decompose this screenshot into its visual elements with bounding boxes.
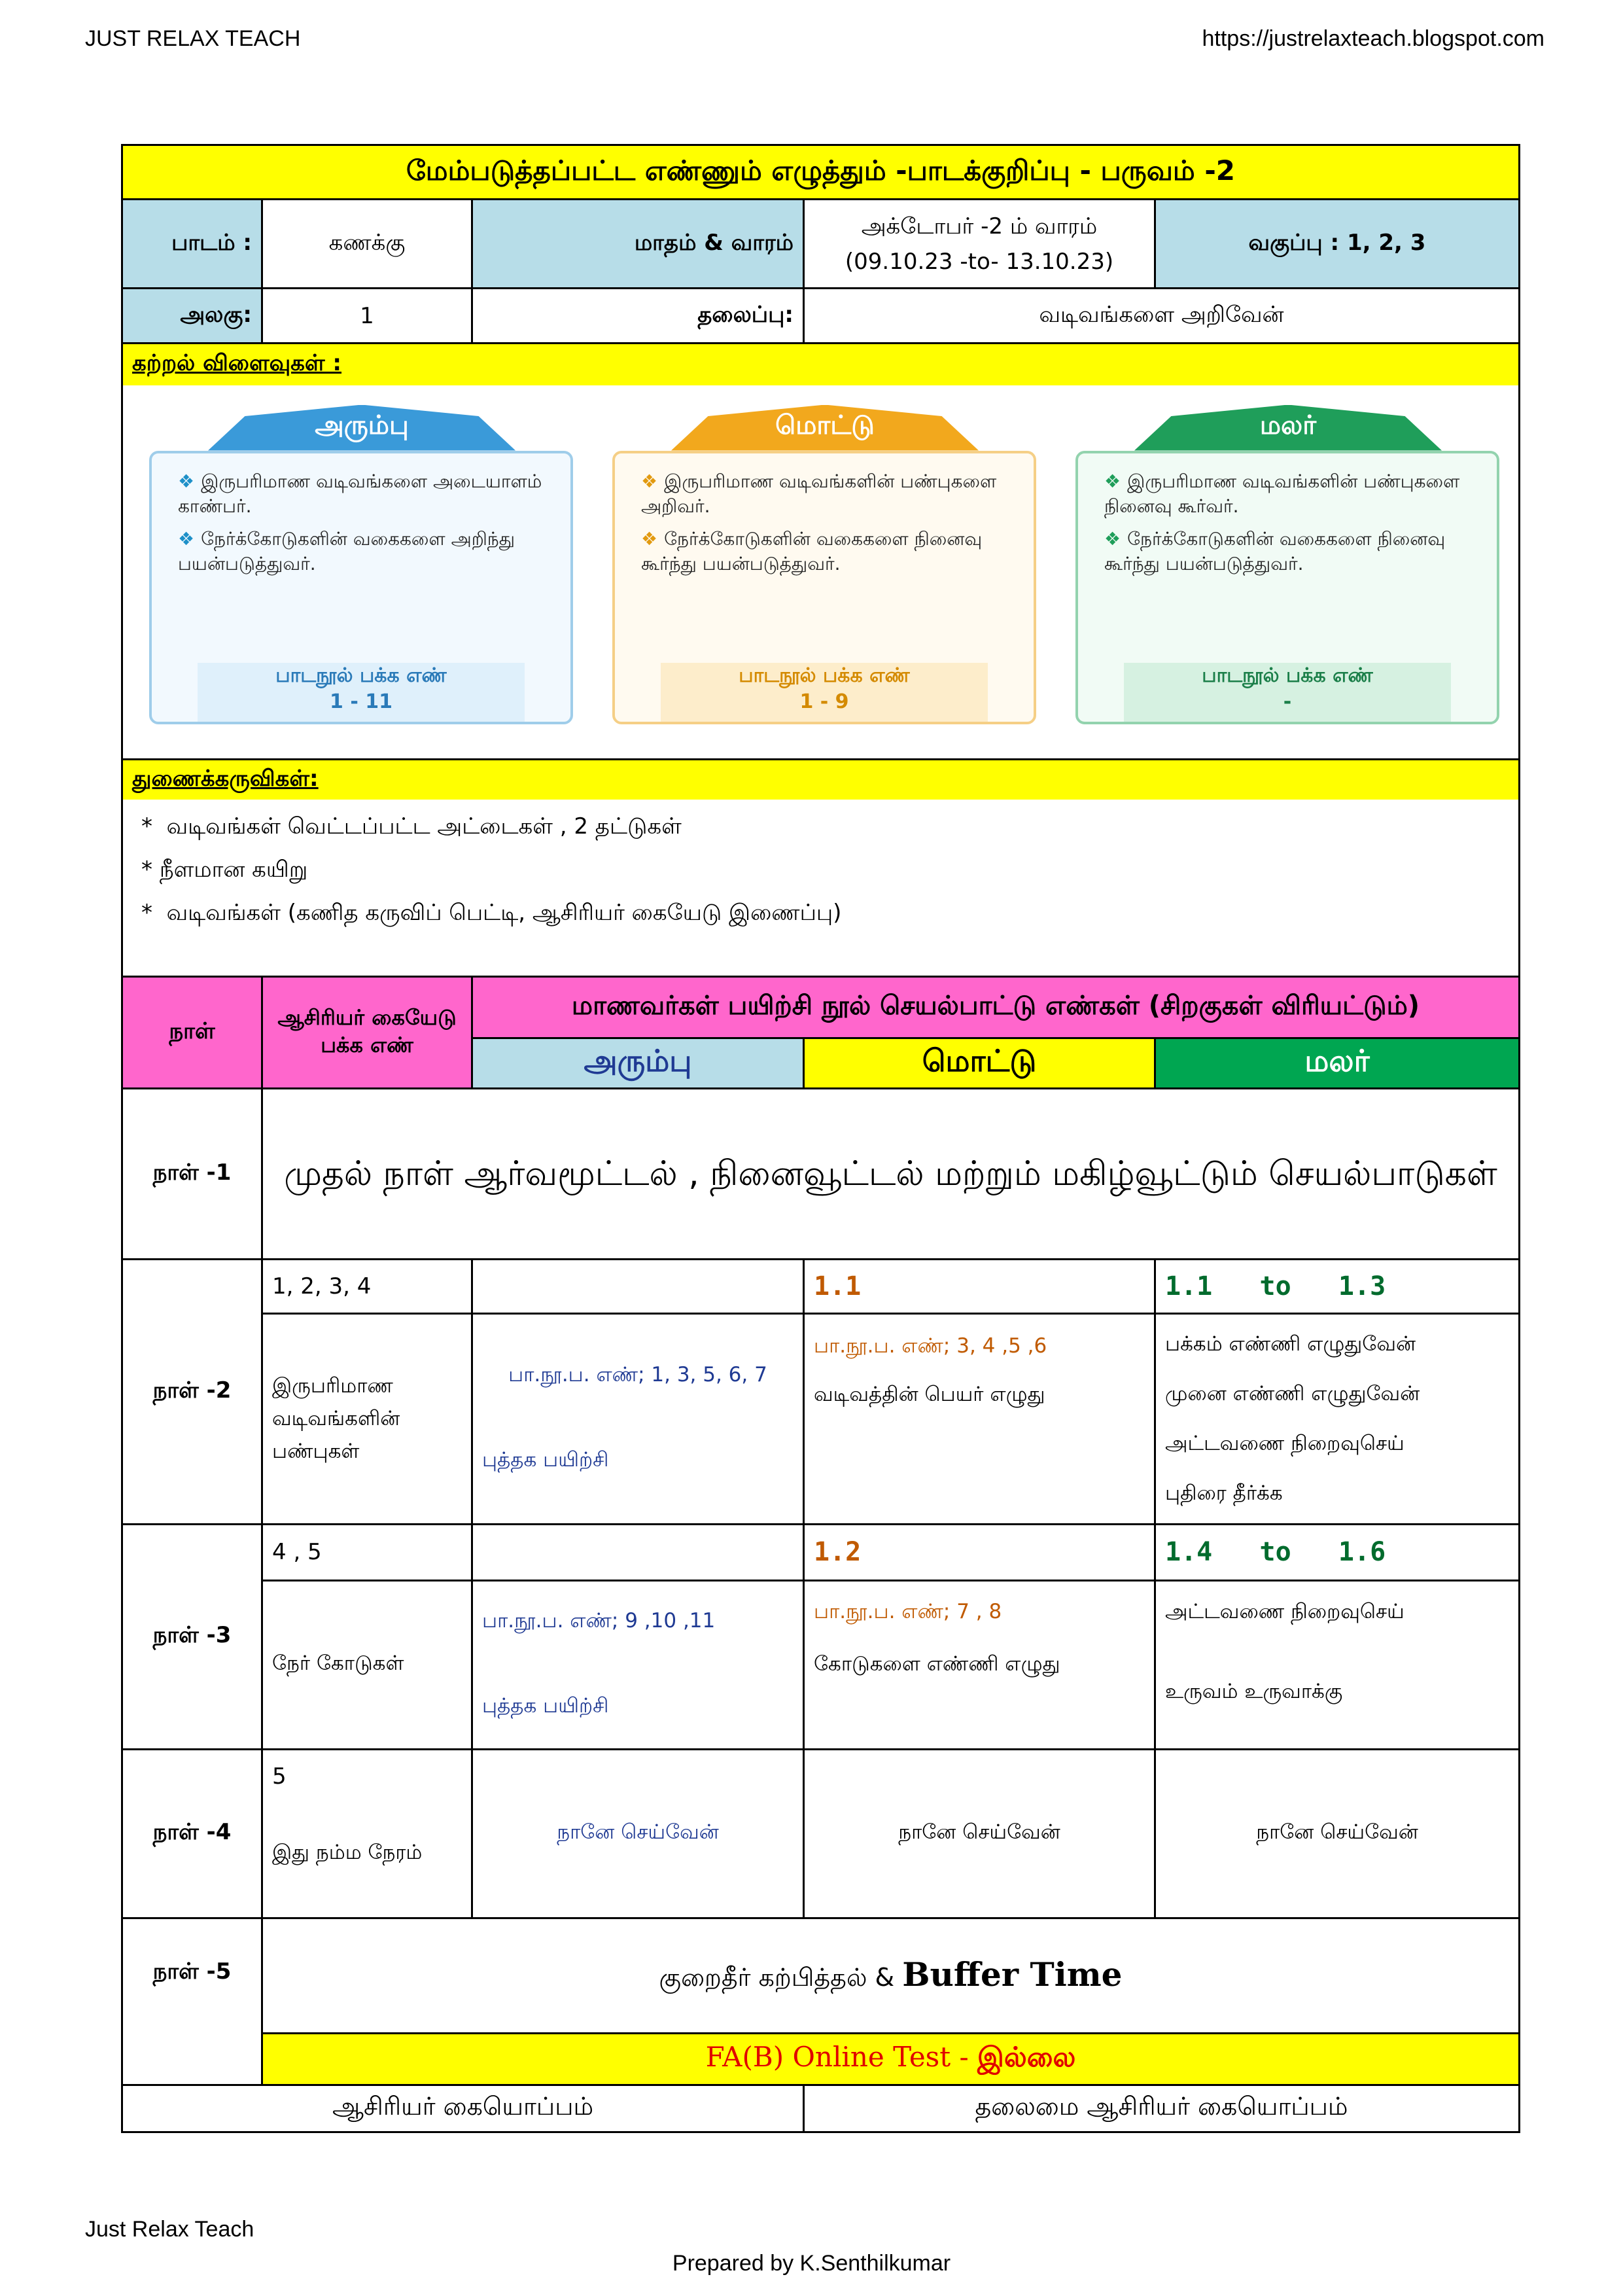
arumbu-note: புத்தக பயிற்சி (482, 1448, 609, 1472)
class-value: வகுப்பு : 1, 2, 3 (1155, 200, 1520, 289)
diamond-bullet-icon: ❖ (641, 527, 658, 550)
diamond-bullet-icon: ❖ (178, 470, 195, 492)
day-2-guide-pages: 1, 2, 3, 4 (262, 1259, 472, 1313)
mottu-textbook-ref: பா.நூ.ப. எண்; 7 , 8 (814, 1599, 1002, 1623)
materials-item: * நீளமான கயிறு (141, 857, 308, 883)
day-1-activity: முதல் நாள் ஆர்வமூட்டல் , நினைவூட்டல் மற்றும் மகிழ்வூட்டும் செயல்பாடுகள் (262, 1088, 1520, 1259)
day-3-mottu (804, 1580, 1155, 1749)
unit-value: 1 (262, 289, 472, 344)
mottu-note: கோடுகளை எண்ணி எழுது (814, 1651, 1060, 1676)
materials-list (122, 800, 1520, 976)
outcome-item: ❖ இருபரிமாண வடிவங்களின் பண்புகளை நினைவு கூர்வர். (1104, 470, 1460, 517)
asterisk-bullet-icon: * (141, 857, 160, 883)
day-2-malar-code: 1.1 to 1.3 (1155, 1259, 1520, 1313)
day-2-arumbu (472, 1313, 804, 1524)
day-3-label: நாள் -3 (122, 1524, 262, 1749)
day-4-malar: நானே செய்வேன் (1155, 1749, 1520, 1918)
outcomes-banner (122, 385, 1520, 760)
day-3-guide-pages: 4 , 5 (262, 1524, 472, 1580)
day-2-label: நாள் -2 (122, 1259, 262, 1524)
teacher-signature: ஆசிரியர் கையொப்பம் (122, 2085, 804, 2132)
week-value (804, 200, 1155, 289)
malar-item: உருவம் உருவாக்கு (1165, 1679, 1343, 1703)
col-head-workbook: மாணவர்கள் பயிற்சி நூல் செயல்பாட்டு எண்கள் (சிறகுகள் விரியட்டும்) (472, 976, 1520, 1038)
col-head-day: நாள் (122, 976, 262, 1088)
day-4-topic: இது நம்ம நேரம் (272, 1840, 423, 1864)
day-2-mottu (804, 1313, 1155, 1524)
day-3-topic: நேர் கோடுகள் (262, 1580, 472, 1749)
day-4-mottu: நானே செய்வேன் (804, 1749, 1155, 1918)
malar-item: அட்டவணை நிறைவுசெய் (1165, 1599, 1405, 1623)
footer-site-name: Just Relax Teach (85, 2217, 254, 2242)
subject-value: கணக்கு (262, 200, 472, 289)
week-dates: (09.10.23 -to- 13.10.23) (845, 248, 1114, 275)
day-2-topic: இருபரிமாண வடிவங்களின் பண்புகள் (262, 1313, 472, 1524)
malar-item: அட்டவணை நிறைவுசெய் (1165, 1432, 1405, 1455)
day-4-label: நாள் -4 (122, 1749, 262, 1918)
diamond-bullet-icon: ❖ (1104, 470, 1121, 492)
outcome-item: ❖ இருபரிமாண வடிவங்களை அடையாளம் காண்பர். (178, 470, 542, 517)
fa-online-test (262, 2033, 1520, 2085)
subject-label: பாடம் : (122, 200, 262, 289)
buffer-time-text: Buffer Time (902, 1955, 1123, 1994)
week-line-1: அக்டோபர் -2 ம் வாரம் (861, 213, 1098, 239)
outcome-card-mottu (612, 405, 1031, 719)
headmaster-signature: தலைமை ஆசிரியர் கையொப்பம் (804, 2085, 1520, 2132)
lesson-plan-table (121, 144, 1518, 2133)
day-4-guide-pages: 5 (272, 1763, 287, 1790)
level-head-arumbu: அரும்பு (472, 1038, 804, 1088)
outcome-pages: பாடநூல் பக்க எண் 1 - 11 (198, 663, 525, 722)
arumbu-note: புத்தக பயிற்சி (482, 1694, 609, 1718)
header-site-name: JUST RELAX TEACH (85, 26, 301, 51)
malar-item: புதிரை தீர்க்க (1165, 1481, 1283, 1505)
fa-test-value: இல்லை (977, 2041, 1076, 2073)
day-2-mottu-code: 1.1 (804, 1259, 1155, 1313)
outcome-card-title: அரும்பு (315, 410, 409, 440)
outcome-card-arumbu (149, 405, 568, 719)
outcome-card-title: மொட்டு (775, 410, 875, 440)
day-3-mottu-code: 1.2 (804, 1524, 1155, 1580)
asterisk-bullet-icon: * (141, 813, 167, 839)
day-4-guide (262, 1749, 472, 1918)
level-head-mottu: மொட்டு (804, 1038, 1155, 1088)
footer-prepared-by: Prepared by K.Senthilkumar (672, 2251, 951, 2276)
diamond-bullet-icon: ❖ (641, 470, 658, 492)
outcomes-heading: கற்றல் விளைவுகள் : (122, 344, 1520, 385)
day-5-label: நாள் -5 (122, 1918, 262, 2085)
outcome-pages: பாடநூல் பக்க எண் 1 - 9 (661, 663, 988, 722)
diamond-bullet-icon: ❖ (178, 527, 195, 550)
header-site-url[interactable]: https://justrelaxteach.blogspot.com (1202, 26, 1544, 51)
malar-item: முனை எண்ணி எழுதுவேன் (1165, 1382, 1420, 1405)
outcome-card-malar (1075, 405, 1494, 719)
mottu-textbook-ref: பா.நூ.ப. எண்; 3, 4 ,5 ,6 (814, 1333, 1047, 1358)
materials-item: * வடிவங்கள் (கணித கருவிப் பெட்டி, ஆசிரியர் கையேடு இணைப்பு) (141, 900, 842, 926)
remedial-teaching-text: குறைதீர் கற்பித்தல் & (659, 1963, 895, 1992)
malar-item: பக்கம் எண்ணி எழுதுவேன் (1165, 1332, 1416, 1356)
day-5-activity (262, 1918, 1520, 2033)
arumbu-textbook-ref: பா.நூ.ப. எண்; 1, 3, 5, 6, 7 (508, 1363, 767, 1386)
outcome-item: ❖ நேர்க்கோடுகளின் வகைகளை நினைவு கூர்ந்து பயன்படுத்துவர். (641, 527, 983, 574)
diamond-bullet-icon: ❖ (1104, 527, 1121, 550)
day-3-arumbu (472, 1580, 804, 1749)
level-head-malar: மலர் (1155, 1038, 1520, 1088)
arumbu-textbook-ref: பா.நூ.ப. எண்; 9 ,10 ,11 (482, 1609, 716, 1633)
col-head-guide-page: ஆசிரியர் கையேடு பக்க எண் (262, 976, 472, 1088)
outcome-item: ❖ இருபரிமாண வடிவங்களின் பண்புகளை அறிவர். (641, 470, 997, 517)
materials-heading: துணைக்கருவிகள்: (122, 759, 1520, 800)
mottu-note: வடிவத்தின் பெயர் எழுது (814, 1382, 1045, 1406)
unit-label: அலகு: (122, 289, 262, 344)
topic-value: வடிவங்களை அறிவேன் (804, 289, 1520, 344)
topic-label: தலைப்பு: (472, 289, 804, 344)
outcome-card-title: மலர் (1259, 410, 1317, 440)
page-title: மேம்படுத்தப்பட்ட எண்ணும் எழுத்தும் -பாடக்குறிப்பு - பருவம் -2 (122, 145, 1520, 200)
day-3-malar (1155, 1580, 1520, 1749)
asterisk-bullet-icon: * (141, 900, 167, 926)
fa-test-label: FA(B) Online Test - (705, 2041, 969, 2073)
day-4-arumbu: நானே செய்வேன் (472, 1749, 804, 1918)
day-3-malar-code: 1.4 to 1.6 (1155, 1524, 1520, 1580)
month-week-label: மாதம் & வாரம் (472, 200, 804, 289)
outcome-item: ❖ நேர்க்கோடுகளின் வகைகளை நினைவு கூர்ந்து பயன்படுத்துவர். (1104, 527, 1446, 574)
day-2-malar (1155, 1313, 1520, 1524)
materials-item: * வடிவங்கள் வெட்டப்பட்ட அட்டைகள் , 2 தட்டுகள் (141, 813, 682, 839)
outcome-pages: பாடநூல் பக்க எண் - (1124, 663, 1451, 722)
day-1-label: நாள் -1 (122, 1088, 262, 1259)
outcome-item: ❖ நேர்க்கோடுகளின் வகைகளை அறிந்து பயன்படுத்துவர். (178, 527, 515, 574)
